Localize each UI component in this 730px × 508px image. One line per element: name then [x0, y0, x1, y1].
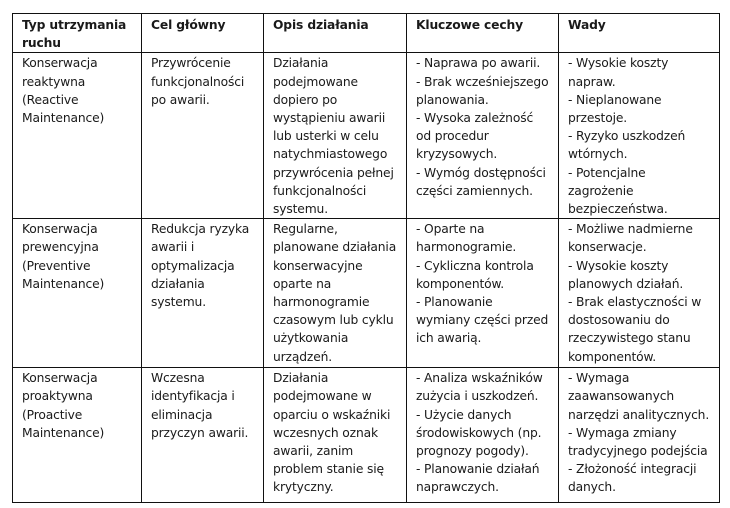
cell-key-features — [407, 53, 559, 219]
cell-text-line: oparciu o wskaźniki — [273, 407, 391, 422]
cell-text-line: zużycia i uszkodzeń. — [416, 389, 539, 404]
cell-text-line: kryzysowych. — [416, 147, 498, 162]
cell-text-line: harmonogramie. — [416, 240, 517, 255]
cell-main-goal — [142, 219, 264, 368]
cell-text-line: po awarii. — [151, 92, 210, 107]
cell-text-line: - Użycie danych — [416, 407, 512, 422]
cell-text-line: reaktywna — [22, 74, 86, 89]
cell-text-line: systemu. — [151, 295, 206, 310]
cell-description — [264, 53, 407, 219]
cell-description — [264, 219, 407, 368]
cell-text-line: dopiero po — [273, 92, 338, 107]
cell-text-line: Typ utrzymania — [22, 18, 127, 32]
cell-text-line: przestoje. — [568, 111, 628, 126]
cell-text-line: proaktywna — [22, 389, 93, 404]
cell-text-line: - Wymóg dostępności — [416, 165, 546, 180]
cell-text-line: - Ryzyko uszkodzeń — [568, 129, 686, 144]
cell-text-line: od procedur — [416, 129, 489, 144]
cell-text-line: danych. — [568, 480, 616, 495]
cell-text-line: podejmowane w — [273, 389, 372, 404]
cell-text-line: konserwacyjne — [273, 258, 363, 273]
cell-text-line: Redukcja ryzyka — [151, 222, 250, 237]
table-row — [13, 368, 720, 503]
cell-maintenance-type — [13, 368, 142, 503]
cell-text-line: wymiany części przed — [416, 313, 549, 328]
cell-text-line: - Wymaga zmiany — [568, 425, 677, 440]
cell-text-line: optymalizacja — [151, 258, 235, 273]
cell-text-line: urządzeń. — [273, 349, 333, 364]
cell-text-line: systemu. — [273, 202, 328, 217]
header-key-features — [407, 14, 559, 53]
cell-text-line: bezpieczeństwa. — [568, 202, 668, 217]
cell-text-line: Działania — [273, 371, 329, 386]
cell-text-line: Maintenance) — [22, 276, 105, 291]
cell-text-line: przyczyn awarii. — [151, 425, 249, 440]
cell-text-line: zagrożenie — [568, 183, 634, 198]
cell-text-line: Cel główny — [151, 18, 226, 32]
cell-text-line: działania — [151, 276, 205, 291]
cell-drawbacks — [559, 53, 720, 219]
cell-text-line: (Reactive — [22, 92, 79, 107]
cell-text-line: awarii i — [151, 240, 195, 255]
cell-text-line: - Planowanie — [416, 295, 493, 310]
cell-text-line: Konserwacja — [22, 371, 98, 386]
cell-text-line: - Wysokie koszty — [568, 258, 669, 273]
cell-text-line: ruchu — [22, 36, 61, 51]
cell-text-line: lub usterki w celu — [273, 129, 379, 144]
cell-text-line: eliminacja — [151, 407, 213, 422]
cell-text-line: (Proactive — [22, 407, 83, 422]
cell-text-line: Przywrócenie — [151, 56, 231, 71]
header-drawbacks — [559, 14, 720, 53]
cell-text-line: wtórnych. — [568, 147, 628, 162]
cell-main-goal — [142, 53, 264, 219]
table-row — [13, 219, 720, 368]
cell-text-line: - Wymaga — [568, 371, 630, 386]
cell-drawbacks — [559, 219, 720, 368]
cell-text-line: ich awarią. — [416, 331, 482, 346]
cell-text-line: - Oparte na — [416, 222, 485, 237]
cell-text-line: naprawczych. — [416, 480, 499, 495]
cell-text-line: użytkowania — [273, 331, 349, 346]
cell-text-line: krytyczny. — [273, 480, 334, 495]
cell-text-line: czasowym lub cyklu — [273, 313, 394, 328]
cell-text-line: funkcjonalności — [273, 183, 367, 198]
cell-text-line: tradycyjnego podejścia — [568, 444, 708, 459]
maintenance-comparison-table — [12, 13, 720, 503]
cell-text-line: - Wysokie koszty — [568, 56, 669, 71]
cell-text-line: przywrócenia pełnej — [273, 165, 394, 180]
cell-description — [264, 368, 407, 503]
cell-text-line: identyfikacja i — [151, 389, 235, 404]
header-main-goal — [142, 14, 264, 53]
cell-text-line: prognozy pogody). — [416, 444, 529, 459]
cell-text-line: - Cykliczna kontrola — [416, 258, 534, 273]
cell-text-line: środowiskowych (np. — [416, 425, 542, 440]
cell-text-line: planowych działań. — [568, 276, 684, 291]
cell-key-features — [407, 219, 559, 368]
cell-text-line: Maintenance) — [22, 111, 105, 126]
cell-text-line: wczesnych oznak — [273, 425, 378, 440]
cell-text-line: problem stanie się — [273, 462, 384, 477]
cell-text-line: - Nieplanowane — [568, 92, 662, 107]
cell-maintenance-type — [13, 53, 142, 219]
cell-text-line: harmonogramie — [273, 295, 370, 310]
cell-text-line: - Złożoność integracji — [568, 462, 697, 477]
cell-text-line: Działania — [273, 56, 329, 71]
cell-text-line: - Brak elastyczności w — [568, 295, 702, 310]
cell-text-line: narzędzi analitycznych. — [568, 407, 710, 422]
cell-text-line: - Potencjalne — [568, 165, 646, 180]
cell-text-line: rzeczywistego stanu — [568, 331, 691, 346]
cell-text-line: natychmiastowego — [273, 147, 388, 162]
cell-text-line: komponentów. — [568, 349, 657, 364]
cell-text-line: Konserwacja — [22, 56, 98, 71]
cell-text-line: - Analiza wskaźników — [416, 371, 543, 386]
cell-text-line: Wczesna — [151, 371, 205, 386]
cell-text-line: Opis działania — [273, 18, 369, 32]
cell-text-line: - Planowanie działań — [416, 462, 540, 477]
cell-text-line: planowane działania — [273, 240, 397, 255]
cell-text-line: funkcjonalności — [151, 74, 245, 89]
cell-text-line: oparte na — [273, 276, 332, 291]
cell-text-line: konserwacje. — [568, 240, 647, 255]
cell-text-line: komponentów. — [416, 276, 505, 291]
cell-text-line: zaawansowanych — [568, 389, 674, 404]
cell-drawbacks — [559, 368, 720, 503]
cell-text-line: napraw. — [568, 74, 616, 89]
cell-text-line: wystąpieniu awarii — [273, 111, 386, 126]
cell-text-line: - Brak wcześniejszego — [416, 74, 549, 89]
header-maintenance-type — [13, 14, 142, 53]
cell-text-line: prewencyjna — [22, 240, 99, 255]
cell-text-line: Regularne, — [273, 222, 338, 237]
header-description — [264, 14, 407, 53]
cell-main-goal — [142, 368, 264, 503]
cell-text-line: - Wysoka zależność — [416, 111, 534, 126]
cell-text-line: - Naprawa po awarii. — [416, 56, 541, 71]
cell-text-line: części zamiennych. — [416, 183, 533, 198]
cell-text-line: - Możliwe nadmierne — [568, 222, 693, 237]
cell-text-line: (Preventive — [22, 258, 91, 273]
cell-text-line: planowania. — [416, 92, 489, 107]
cell-text-line: dostosowaniu do — [568, 313, 670, 328]
cell-key-features — [407, 368, 559, 503]
cell-text-line: awarii, zanim — [273, 444, 354, 459]
cell-maintenance-type — [13, 219, 142, 368]
cell-text-line: Konserwacja — [22, 222, 98, 237]
cell-text-line: podejmowane — [273, 74, 358, 89]
cell-text-line: Maintenance) — [22, 425, 105, 440]
table-row — [13, 53, 720, 219]
header-row — [13, 14, 720, 53]
cell-text-line: Kluczowe cechy — [416, 18, 523, 32]
cell-text-line: Wady — [568, 18, 606, 32]
